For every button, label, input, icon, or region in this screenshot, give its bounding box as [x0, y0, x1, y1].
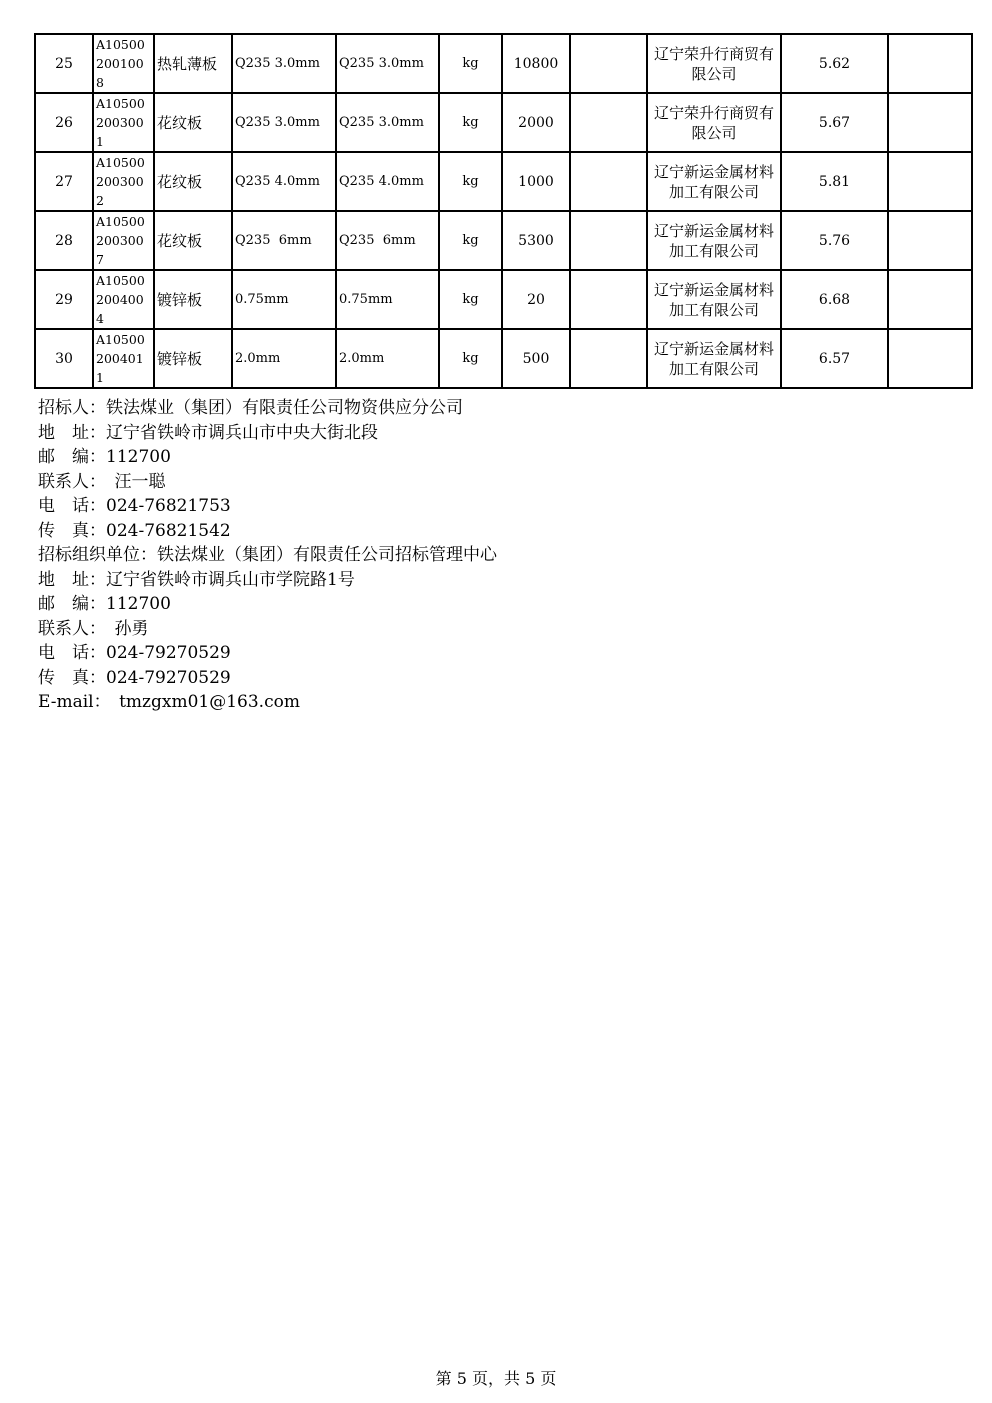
material-name: 镀锌板 [154, 329, 232, 388]
agency-postcode: 邮 编：112700 [38, 594, 171, 614]
unit: kg [439, 34, 502, 93]
unit-price: 5.76 [781, 211, 888, 270]
agency-address: 地 址：辽宁省铁岭市调兵山市学院路1号 [38, 569, 355, 590]
material-spec: Q235 4.0mm [232, 152, 336, 211]
material-name: 镀锌板 [154, 270, 232, 329]
material-model: Q235 3.0mm [336, 34, 439, 93]
tenderer-phone: 电 话：024-76821753 [38, 496, 231, 516]
blank-cell [570, 329, 647, 388]
unit: kg [439, 93, 502, 152]
material-name: 花纹板 [154, 152, 232, 211]
material-model: Q235 3.0mm [336, 93, 439, 152]
agency-contact: 联系人： 孙勇 [38, 618, 149, 639]
supplier-name: 辽宁新运金属材料加工有限公司 [647, 211, 781, 270]
row-number: 27 [35, 152, 93, 211]
table-row [35, 152, 972, 211]
material-name: 花纹板 [154, 211, 232, 270]
material-model: Q235 4.0mm [336, 152, 439, 211]
remark-cell [888, 270, 972, 329]
quantity: 20 [502, 270, 570, 329]
material-name: 热轧薄板 [154, 34, 232, 93]
table-row [35, 34, 972, 93]
row-number: 26 [35, 93, 93, 152]
material-spec: Q235 6mm [232, 211, 336, 270]
agency-email: E-mail： tmzgxm01@163.com [38, 692, 300, 712]
table-row [35, 211, 972, 270]
material-code: A105002004011 [93, 329, 154, 388]
agency-phone: 电 话：024-79270529 [38, 643, 231, 663]
unit: kg [439, 270, 502, 329]
material-model: Q235 6mm [336, 211, 439, 270]
quantity: 1000 [502, 152, 570, 211]
table-row [35, 93, 972, 152]
unit-price: 5.62 [781, 34, 888, 93]
unit: kg [439, 329, 502, 388]
material-spec: 0.75mm [232, 270, 336, 329]
blank-cell [570, 211, 647, 270]
quantity: 10800 [502, 34, 570, 93]
unit-price: 6.57 [781, 329, 888, 388]
contact-info [38, 396, 497, 715]
remark-cell [888, 152, 972, 211]
unit-price: 6.68 [781, 270, 888, 329]
material-code: A105002003007 [93, 211, 154, 270]
quantity: 500 [502, 329, 570, 388]
blank-cell [570, 152, 647, 211]
supplier-name: 辽宁新运金属材料加工有限公司 [647, 152, 781, 211]
supplier-name: 辽宁新运金属材料加工有限公司 [647, 270, 781, 329]
quantity: 2000 [502, 93, 570, 152]
tenderer-postcode: 邮 编：112700 [38, 447, 171, 467]
tenderer-contact: 联系人： 汪一聪 [38, 471, 166, 492]
material-name: 花纹板 [154, 93, 232, 152]
blank-cell [570, 34, 647, 93]
supplier-name: 辽宁荣升行商贸有限公司 [647, 34, 781, 93]
tenderer-fax: 传 真：024-76821542 [38, 520, 231, 541]
table-row [35, 329, 972, 388]
row-number: 25 [35, 34, 93, 93]
row-number: 28 [35, 211, 93, 270]
material-spec: Q235 3.0mm [232, 93, 336, 152]
supplier-name: 辽宁新运金属材料加工有限公司 [647, 329, 781, 388]
tenderer-line: 招标人：铁法煤业（集团）有限责任公司物资供应分公司 [38, 398, 463, 418]
remark-cell [888, 93, 972, 152]
material-code: A105002003002 [93, 152, 154, 211]
unit: kg [439, 152, 502, 211]
table-body [35, 34, 972, 388]
material-spec: 2.0mm [232, 329, 336, 388]
material-spec: Q235 3.0mm [232, 34, 336, 93]
remark-cell [888, 34, 972, 93]
row-number: 29 [35, 270, 93, 329]
blank-cell [570, 93, 647, 152]
material-code: A105002004004 [93, 270, 154, 329]
material-code: A105002001008 [93, 34, 154, 93]
material-code: A105002003001 [93, 93, 154, 152]
tenderer-address: 地 址：辽宁省铁岭市调兵山市中央大街北段 [38, 422, 378, 443]
blank-cell [570, 270, 647, 329]
remark-cell [888, 211, 972, 270]
material-model: 0.75mm [336, 270, 439, 329]
row-number: 30 [35, 329, 93, 388]
agency-line: 招标组织单位：铁法煤业（集团）有限责任公司招标管理中心 [38, 545, 497, 565]
table-row [35, 270, 972, 329]
unit: kg [439, 211, 502, 270]
page-number: 第 5 页，共 5 页 [435, 1369, 557, 1388]
unit-price: 5.67 [781, 93, 888, 152]
unit-price: 5.81 [781, 152, 888, 211]
procurement-table [34, 33, 973, 389]
quantity: 5300 [502, 211, 570, 270]
remark-cell [888, 329, 972, 388]
supplier-name: 辽宁荣升行商贸有限公司 [647, 93, 781, 152]
agency-fax: 传 真：024-79270529 [38, 667, 231, 688]
material-model: 2.0mm [336, 329, 439, 388]
